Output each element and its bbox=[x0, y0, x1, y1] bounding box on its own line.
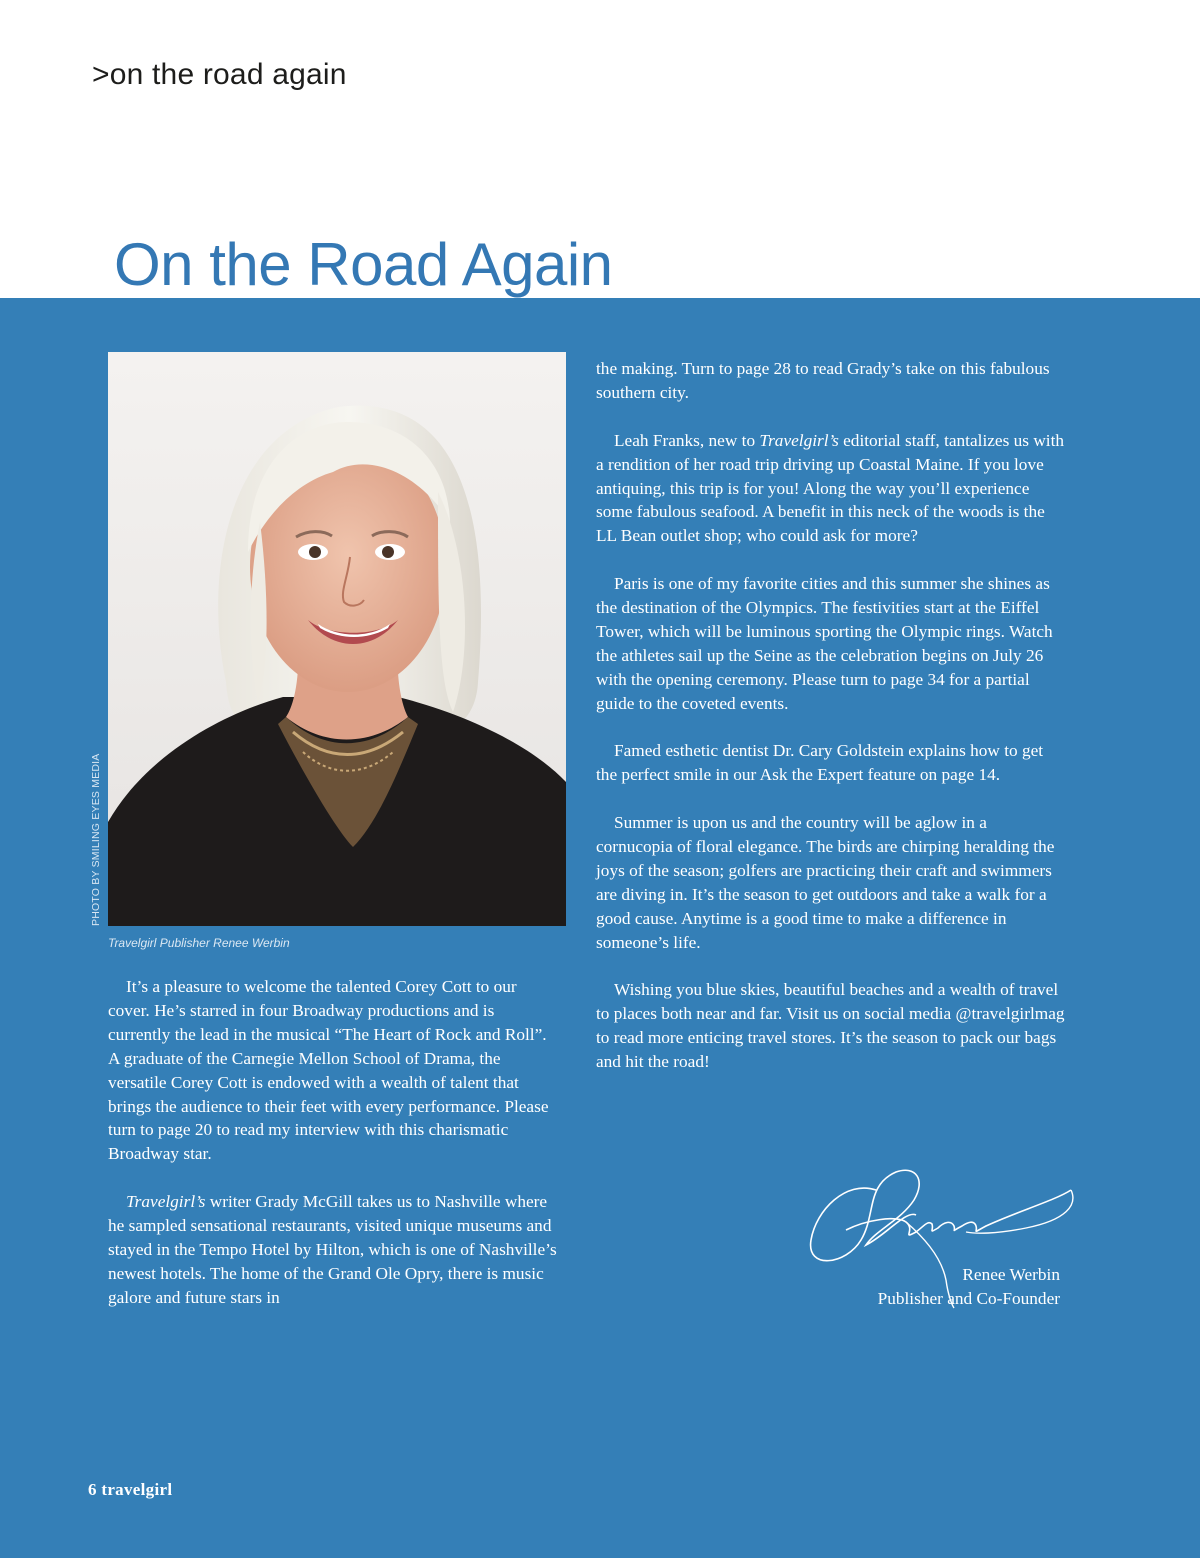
article-paragraph bbox=[108, 1190, 560, 1310]
article-column-left bbox=[108, 975, 560, 1334]
magazine-name: Travelgirl’s bbox=[759, 430, 839, 450]
page-title: On the Road Again bbox=[114, 231, 613, 298]
magazine-name: Travelgirl’s bbox=[126, 1192, 206, 1212]
photo-credit: PHOTO BY SMILING EYES MEDIA bbox=[90, 753, 102, 926]
page-number: 6 bbox=[88, 1480, 97, 1499]
article-text: writer Grady McGill takes us to Nashville where he sampled sensational restaurants, visited unique museums and stayed in the Tempo Hotel by Hilton, which is one of Nashville’s newest hotels. The home of the Grand Ole Opry, there is music galore and future stars in bbox=[108, 1192, 557, 1307]
article-column-right bbox=[596, 357, 1066, 1098]
publisher-portrait bbox=[108, 352, 566, 926]
article-text: editorial staff, tantalizes us with a rendition of her road trip driving up Coastal Maine. If you love antiquing, this trip is for you! Along the way you’ll experience some fabulous seafood. A benefit in this neck of the woods is the LL Bean outlet shop; who could ask for more? bbox=[596, 430, 1065, 546]
article-paragraph: Summer is upon us and the country will be aglow in a cornucopia of floral elegance. The birds are chirping heralding the joys of the season; golfers are practicing their craft and swimmers are diving in. It’s the season to get outdoors and take a walk for a good cause. Anytime is a good time to make a difference in someone’s life. bbox=[596, 813, 1055, 952]
page-folio bbox=[88, 1480, 172, 1500]
signoff-name: Renee Werbin bbox=[962, 1265, 1060, 1284]
article-paragraph bbox=[596, 429, 1066, 549]
portrait-illustration bbox=[108, 352, 566, 926]
article-paragraph: Paris is one of my favorite cities and this summer she shines as the destination of the Olympics. The festivities start at the Eiffel Tower, which will be luminous sporting the Olympic rings. Watch the athletes sail up the Seine as the celebration begins on July 26 with the opening ceremony. Please turn to page 34 for a partial guide to the coveted events. bbox=[596, 574, 1053, 713]
section-label: >on the road again bbox=[92, 58, 347, 91]
brand-logo: travelgirl bbox=[101, 1480, 173, 1499]
article-paragraph: Famed esthetic dentist Dr. Cary Goldstein explains how to get the perfect smile in our Ask the Expert feature on page 14. bbox=[596, 741, 1044, 785]
signoff-title: Publisher and Co-Founder bbox=[877, 1289, 1060, 1308]
article-paragraph: It’s a pleasure to welcome the talented Corey Cott to our cover. He’s starred in four Broadway productions and is currently the lead in the musical “The Heart of Rock and Roll”. A graduate of the Carnegie Mellon School of Drama, the versatile Corey Cott is endowed with a wealth of talent that brings the audience to their feet with every performance. Please turn to page 20 to read my interview with this charismatic Broadway star. bbox=[108, 977, 549, 1164]
article-text: Leah Franks, new to bbox=[614, 430, 760, 450]
article-paragraph: Wishing you blue skies, beautiful beaches and a wealth of travel to places both near and far. Visit us on social media @travelgirlmag to read more enticing travel stores. It’s the season to pack our bags and hit the road! bbox=[596, 980, 1065, 1072]
article-paragraph: the making. Turn to page 28 to read Grady’s take on this fabulous southern city. bbox=[596, 359, 1050, 402]
photo-caption: Travelgirl Publisher Renee Werbin bbox=[108, 936, 290, 950]
